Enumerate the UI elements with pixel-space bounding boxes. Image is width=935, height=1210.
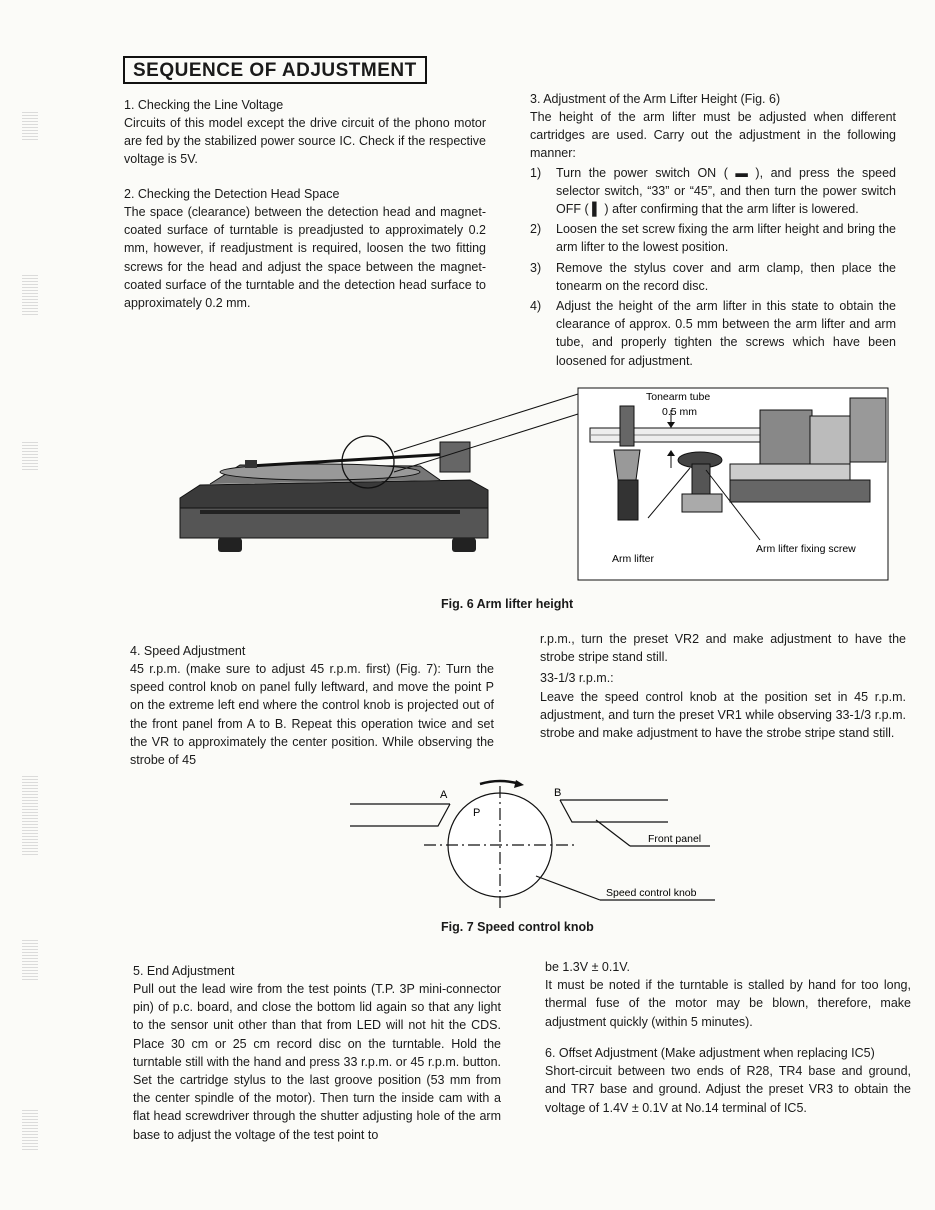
scan-mark bbox=[22, 440, 38, 470]
section-body: The height of the arm lifter must be adjusted when different cartridges are used. Carry out the adjustment in the following manner: bbox=[530, 110, 896, 161]
scan-mark bbox=[22, 940, 38, 980]
page-title: SEQUENCE OF ADJUSTMENT bbox=[123, 56, 427, 84]
section-body: Leave the speed control knob at the position set in 45 r.p.m. adjustment, and turn the preset VR1 while observing 33-1/3 r.p.m. strobe and make adjustment to have the strobe stripe stand still. bbox=[540, 689, 906, 741]
section-heading: 3. Adjustment of the Arm Lifter Height (Fig. 6) bbox=[530, 92, 781, 106]
sub-heading: 33-1/3 r.p.m.: bbox=[540, 671, 614, 686]
label-fixing-screw: Arm lifter fixing screw bbox=[756, 543, 856, 555]
section-arm-lifter bbox=[530, 90, 896, 370]
fig6-illustration bbox=[170, 380, 890, 585]
section-note: It must be noted if the turntable is stalled by hand for too long, thermal fuse of the motor may be blown, therefore, make adjustment quickly (within 5 minutes). bbox=[545, 978, 911, 1029]
section-speed-right bbox=[540, 630, 906, 742]
label-tonearm-tube: Tonearm tube bbox=[646, 391, 711, 403]
label-b: B bbox=[554, 787, 562, 799]
scan-mark bbox=[22, 775, 38, 855]
section-body: r.p.m., turn the preset VR2 and make adjustment to have the strobe stripe stand still. bbox=[540, 632, 906, 665]
section-detection-head bbox=[124, 185, 486, 312]
label-knob: Speed control knob bbox=[606, 887, 697, 899]
section-heading: 2. Checking the Detection Head Space bbox=[124, 187, 340, 201]
step-2: 2) Loosen the set screw fixing the arm lifter height and bring the arm lifter to the lowest position. bbox=[530, 222, 896, 255]
step-1: 1) Turn the power switch ON ( ▬ ), and press the speed selector switch, “33” or “45”, and then turn the power switch OFF ( ▌ ) after confirming that the arm lifter is lowered. bbox=[530, 165, 896, 217]
label-front-panel: Front panel bbox=[648, 833, 702, 845]
section-offset-adjustment bbox=[545, 1044, 911, 1117]
label-p: P bbox=[473, 807, 481, 819]
fig7-caption: Fig. 7 Speed control knob bbox=[441, 920, 594, 934]
scan-mark bbox=[22, 275, 38, 315]
label-arm-lifter: Arm lifter bbox=[612, 553, 654, 565]
label-a: A bbox=[440, 789, 448, 801]
label-clearance: 0.5 mm bbox=[662, 406, 698, 418]
section-heading: 5. End Adjustment bbox=[133, 964, 235, 978]
scan-mark bbox=[22, 1110, 38, 1150]
fig6-caption: Fig. 6 Arm lifter height bbox=[441, 597, 574, 611]
step-4: 4) Adjust the height of the arm lifter in this state to obtain the clearance of approx. 0.5 mm between the arm lifter and arm tube, and properly tighten the screws which have been loosened for adjustment. bbox=[530, 299, 896, 368]
section-end-continued bbox=[545, 958, 911, 1031]
scan-mark bbox=[22, 110, 38, 140]
step-3: 3) Remove the stylus cover and arm clamp, then place the tonearm on the record disc. bbox=[530, 260, 896, 293]
section-end-adjustment bbox=[133, 962, 501, 1144]
section-speed-left bbox=[130, 642, 494, 769]
turntable-drawing bbox=[180, 436, 488, 552]
section-heading: 1. Checking the Line Voltage bbox=[124, 98, 284, 112]
section-line-voltage bbox=[124, 96, 486, 169]
section-body: Short-circuit between two ends of R28, TR4 base and ground, and TR7 base and ground. Adjust the preset VR3 to obtain the voltage of 1.4V ± 0.1V at No.14 terminal of IC5. bbox=[545, 1064, 911, 1115]
section-body: Circuits of this model except the drive circuit of the phono motor are fed by the stabilized power source IC. Check if the respective voltage is 5V. bbox=[124, 116, 486, 167]
section-heading: 6. Offset Adjustment (Make adjustment when replacing IC5) bbox=[545, 1046, 875, 1060]
section-body: The space (clearance) between the detection head and magnet-coated surface of turntable is preadjusted to approximately 0.2 mm, however, if readjustment is required, loosen the two fitting screws for the head and adjust the space between the magnet-coated surface of the turntable and the detection head surface to approximately 0.2 mm. bbox=[124, 205, 486, 311]
section-body: be 1.3V ± 0.1V. bbox=[545, 960, 630, 974]
section-heading: 4. Speed Adjustment bbox=[130, 644, 246, 658]
section-body: Pull out the lead wire from the test points (T.P. 3P mini-connector pin) of p.c. board, and close the bottom lid again so that any light to the sensor unit other than that from LED will not hit the CDS. Place 30 cm or 25 cm record disc on the turntable. Hold the turntable still with the hand and press 33 r.p.m. or 45 r.p.m. button. Set the cartridge stylus to the last groove position (53 mm from the center spindle of the motor). Then turn the inside cam with a flat head screwdriver through the shutter adjusting hole of the arm base to adjust the voltage of the test point to bbox=[133, 982, 501, 1142]
section-body: 45 r.p.m. (make sure to adjust 45 r.p.m. first) (Fig. 7): Turn the speed control knob on panel fully leftward, and move the point P on the extreme left end where the control knob is projected out of the front panel from A to B. Repeat this operation twice and set the VR to approximately the center position. While observing the strobe of 45 bbox=[130, 662, 494, 768]
fig7-illustration bbox=[350, 770, 730, 915]
